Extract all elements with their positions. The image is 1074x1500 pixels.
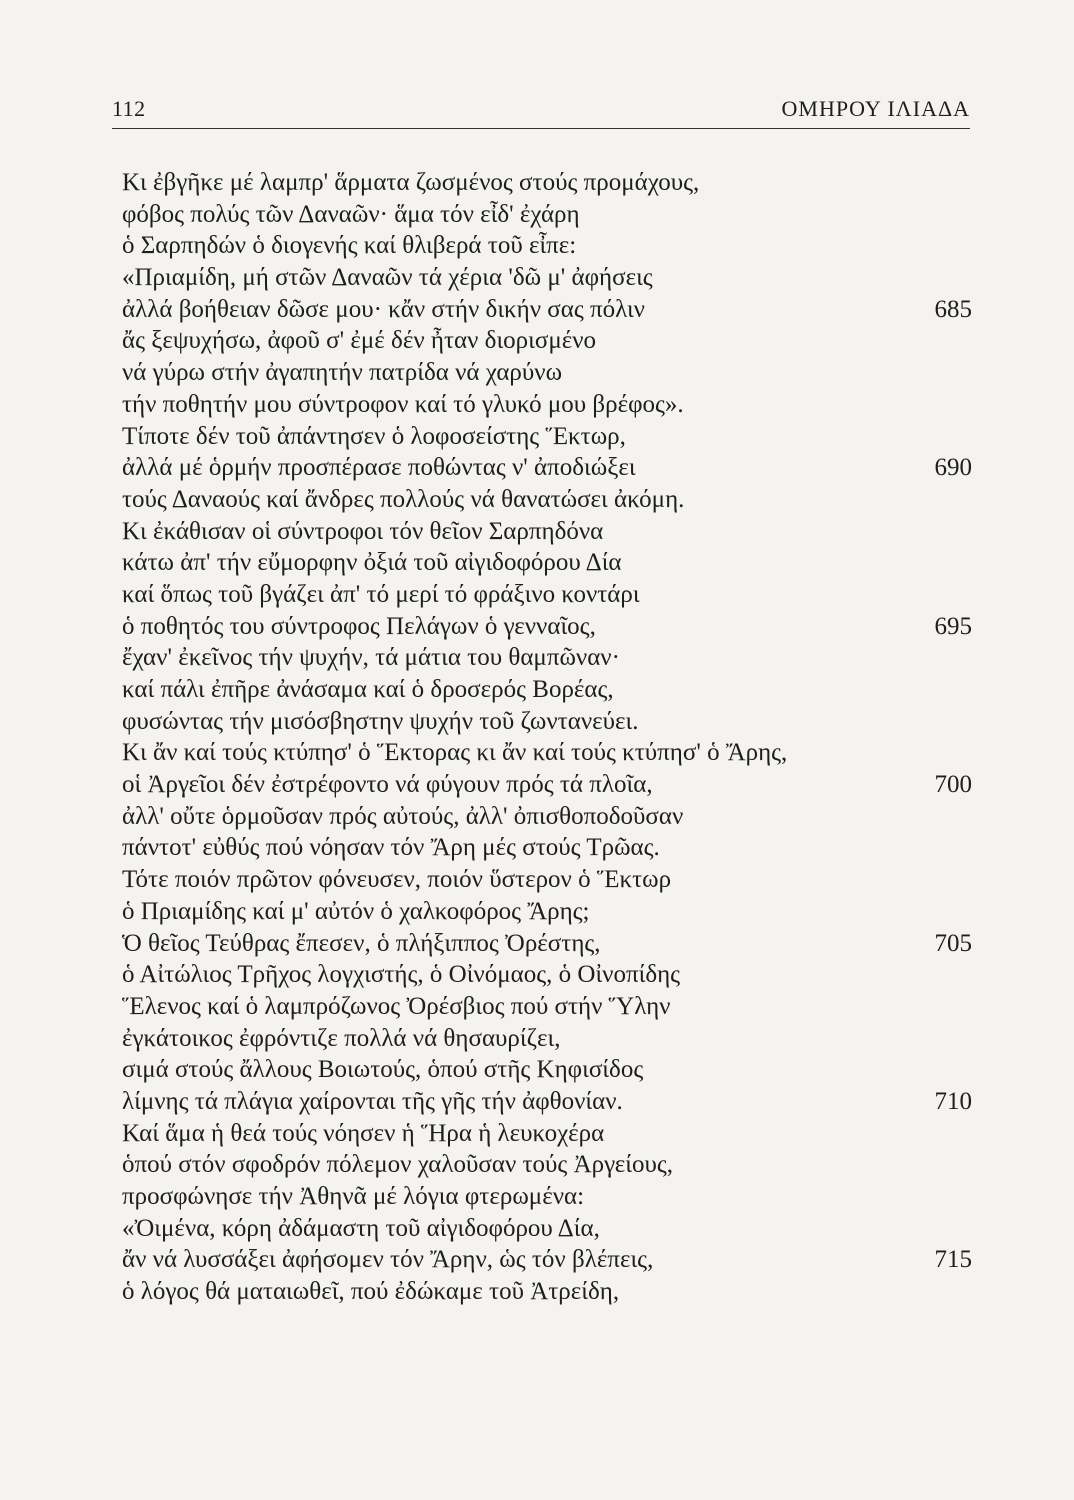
verse-text: ὁ Αἰτώλιος Τρῆχος λογχιστής, ὁ Οἰνόμαος, ὁ Οἰνοπίδης (122, 961, 681, 989)
verse-text: φυσώντας τήν μισόσβηστην ψυχήν τοῦ ζωντανεύει. (122, 707, 639, 735)
verse-line (122, 642, 972, 674)
verse-line (122, 864, 972, 896)
verse-text: Τότε ποιόν πρῶτον φόνευσεν, ποιόν ὕστερον ὁ Ἕκτωρ (122, 866, 672, 894)
line-number: 700 (934, 771, 972, 799)
verse-line (122, 959, 972, 991)
verse-line (122, 1149, 972, 1181)
page-number: 112 (112, 96, 146, 121)
verse-text: λίμνης τά πλάγια χαίρονται τῆς γῆς τήν ἀφθονίαν. (122, 1087, 623, 1115)
verse-text: καί ὅπως τοῦ βγάζει ἀπ' τό μερί τό φράξινο κοντάρι (122, 580, 640, 608)
header-rule (112, 128, 970, 129)
verse-text: ὁ ποθητός του σύντροφος Πελάγων ὁ γενναῖος, (122, 612, 596, 640)
verse-line (122, 579, 972, 611)
verse-line (122, 516, 972, 548)
verse-line (122, 357, 972, 389)
verse-text: φόβος πολύς τῶν Δαναῶν· ἅμα τόν εἶδ' ἐχάρη (122, 200, 580, 228)
verse-line (122, 484, 972, 516)
verse-line (122, 199, 972, 231)
verse-line (122, 389, 972, 421)
verse-text: ἄν νά λυσσάξει ἀφήσομεν τόν Ἄρην, ὡς τόν βλέπεις, (122, 1246, 654, 1274)
verse-line (122, 167, 972, 199)
verse-text: τούς Δαναούς καί ἄνδρες πολλούς νά θανατώσει ἀκόμη. (122, 485, 685, 513)
verse-line (122, 325, 972, 357)
verse-text: καί πάλι ἐπῆρε ἀνάσαμα καί ὁ δροσερός Βορέας, (122, 676, 614, 703)
line-number: 690 (934, 454, 972, 482)
verse-line (122, 1118, 972, 1150)
verse-text: ὁ Σαρπηδών ὁ διογενής καί θλιβερά τοῦ εἶπε: (122, 232, 577, 260)
verse-line (122, 1086, 972, 1118)
verse-text: προσφώνησε τήν Ἀθηνᾶ μέ λόγια φτερωμένα: (122, 1183, 585, 1210)
verse-text: ἀλλ' οὔτε ὁρμοῦσαν πρός αὐτούς, ἀλλ' ὀπισθοποδοῦσαν (122, 802, 684, 830)
verse-text: Ὁ θεῖος Τεύθρας ἔπεσεν, ὁ πλήξιππος Ὀρέστης, (122, 929, 601, 957)
verse-line (122, 991, 972, 1023)
verse-line (122, 737, 972, 769)
verse-text: ἔχαν' ἐκεῖνος τήν ψυχήν, τά μάτια του θαμπῶναν· (122, 644, 620, 672)
verse-line (122, 452, 972, 484)
verse-line (122, 421, 972, 453)
line-number: 715 (934, 1246, 972, 1274)
verse-text: Ἕλενος καί ὁ λαμπρόζωνος Ὀρέσβιος πού στήν Ὕλην (122, 992, 671, 1020)
verse-line (122, 1276, 972, 1308)
verse-line (122, 1023, 972, 1055)
verse-line (122, 674, 972, 706)
verse-line (122, 1181, 972, 1213)
verse-text: ὁ λόγος θά ματαιωθεῖ, πού ἐδώκαμε τοῦ Ἀτρείδη, (122, 1278, 620, 1306)
running-title: ΟΜΗΡΟΥ ΙΛΙΑΔΑ (781, 96, 970, 121)
verse-text: ὁ Πριαμίδης καί μ' αὐτόν ὁ χαλκοφόρος Ἄρης; (122, 897, 590, 925)
verse-block (122, 167, 972, 1308)
line-number: 710 (934, 1087, 972, 1115)
verse-text: Τίποτε δέν τοῦ ἀπάντησεν ὁ λοφοσείστης Ἕκτωρ, (122, 422, 626, 450)
verse-text: «Ὀιμένα, κόρη ἀδάμαστη τοῦ αἰγιδοφόρου Δία, (122, 1214, 600, 1242)
verse-text: «Πριαμίδη, μή στῶν Δαναῶν τά χέρια 'δῶ μ' ἀφήσεις (122, 264, 653, 292)
verse-line (122, 832, 972, 864)
verse-line (122, 928, 972, 960)
verse-line (122, 262, 972, 294)
verse-text: ἀλλά μέ ὁρμήν προσπέρασε ποθώντας ν' ἀποδιώξει (122, 454, 636, 482)
verse-line (122, 801, 972, 833)
verse-text: σιμά στούς ἄλλους Βοιωτούς, ὁπού στῆς Κηφισίδος (122, 1056, 644, 1084)
page-header (112, 96, 970, 128)
verse-line (122, 294, 972, 326)
verse-text: ἄς ξεψυχήσω, ἀφοῦ σ' ἐμέ δέν ἦταν διορισμένο (122, 327, 597, 355)
verse-line (122, 769, 972, 801)
verse-text: νά γύρω στήν ἀγαπητήν πατρίδα νά χαρύνω (122, 359, 563, 387)
verse-text: ἐγκάτοικος ἐφρόντιζε πολλά νά θησαυρίζει, (122, 1024, 561, 1052)
verse-line (122, 896, 972, 928)
verse-text: οἱ Ἀργεῖοι δέν ἐστρέφοντο νά φύγουν πρός τά πλοῖα, (122, 771, 653, 799)
line-number: 695 (934, 612, 972, 640)
verse-text: Κι ἐβγῆκε μέ λαμπρ' ἅρματα ζωσμένος στούς προμάχους, (122, 169, 700, 196)
verse-line (122, 706, 972, 738)
verse-line (122, 1054, 972, 1086)
verse-text: τήν ποθητήν μου σύντροφον καί τό γλυκό μου βρέφος». (122, 390, 684, 418)
line-number: 685 (934, 295, 972, 323)
verse-text: ἀλλά βοήθειαν δῶσε μου· κἄν στήν δικήν σας πόλιν (122, 295, 645, 323)
verse-line (122, 1213, 972, 1245)
verse-text: πάντοτ' εὐθύς πού νόησαν τόν Ἄρη μές στούς Τρῶας. (122, 834, 660, 862)
verse-text: Κι ἐκάθισαν οἱ σύντροφοι τόν θεῖον Σαρπηδόνα (122, 517, 604, 545)
verse-text: Καί ἅμα ἡ θεά τούς νόησεν ἡ Ἥρα ἡ λευκοχέρα (122, 1119, 605, 1147)
verse-line (122, 611, 972, 643)
verse-text: ὁπού στόν σφοδρόν πόλεμον χαλοῦσαν τούς Ἀργείους, (122, 1151, 673, 1179)
verse-text: κάτω ἀπ' τήν εὔμορφην ὀξιά τοῦ αἰγιδοφόρου Δία (122, 549, 622, 577)
verse-line (122, 547, 972, 579)
verse-text: Κι ἄν καί τούς κτύπησ' ὁ Ἕκτορας κι ἄν καί τούς κτύπησ' ὁ Ἄρης, (122, 739, 788, 767)
verse-line (122, 230, 972, 262)
line-number: 705 (934, 929, 972, 957)
verse-line (122, 1244, 972, 1276)
